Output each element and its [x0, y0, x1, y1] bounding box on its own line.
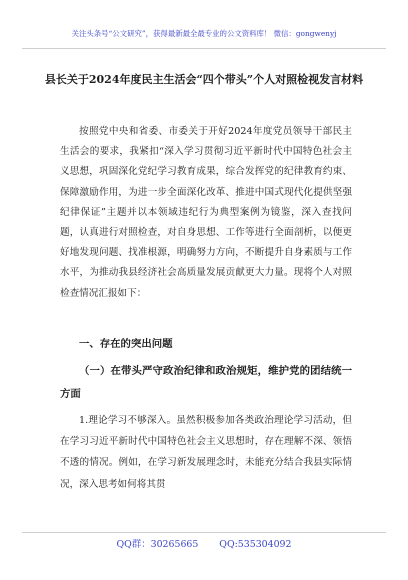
intro-paragraph: 按照党中央和省委、市委关于开好2024年度党员领导干部民主生活会的要求，我紧扣“深入学习贯彻习近平新时代中国特色社会主义思想，巩固深化党纪学习教育成果，综合发挥党的纪律教育约束、保障激励作用，为进一步全面深化改革、推进中国式现代化提供坚强纪律保证”主题并以本领域违纪行为典型案例为镜鉴，深入查找问题，认真进行对照检查，对自身思想、工作等进行全面剖析，以便更好地发现问题、找准根源，明确努力方向，不断提升自身素质与工作水平，为推动我县经济社会高质量发展贡献更大力量。现将个人对照检查情况汇报如下：	[60, 126, 352, 299]
header-note: 关注头条号“公文研究”，获得最新最全最专业的公文资料库！ 微信：gongwenyj	[71, 29, 337, 38]
footer-note: QQ群：30265665 QQ:535304092	[116, 539, 292, 550]
header-divider	[22, 48, 386, 49]
document-title: 县长关于2024年度民主生活会“四个带头”个人对照检视发言材料	[44, 73, 364, 86]
section-heading: 一、存在的突出问题	[79, 338, 173, 350]
body-paragraph: 1.理论学习不够深入。虽然积极参加各类政治理论学习活动，但在学习习近平新时代中国特色社会主义思想时，存在理解不深、领悟不透的情况。例如，在学习新发展理念时，未能充分结合我县实际情况，深入思考如何将其贯	[60, 415, 352, 490]
subsection-heading: （一）在带头严守政治纪律和政治规矩，维护党的团结统一方面	[60, 365, 352, 400]
footer-divider	[22, 532, 386, 533]
